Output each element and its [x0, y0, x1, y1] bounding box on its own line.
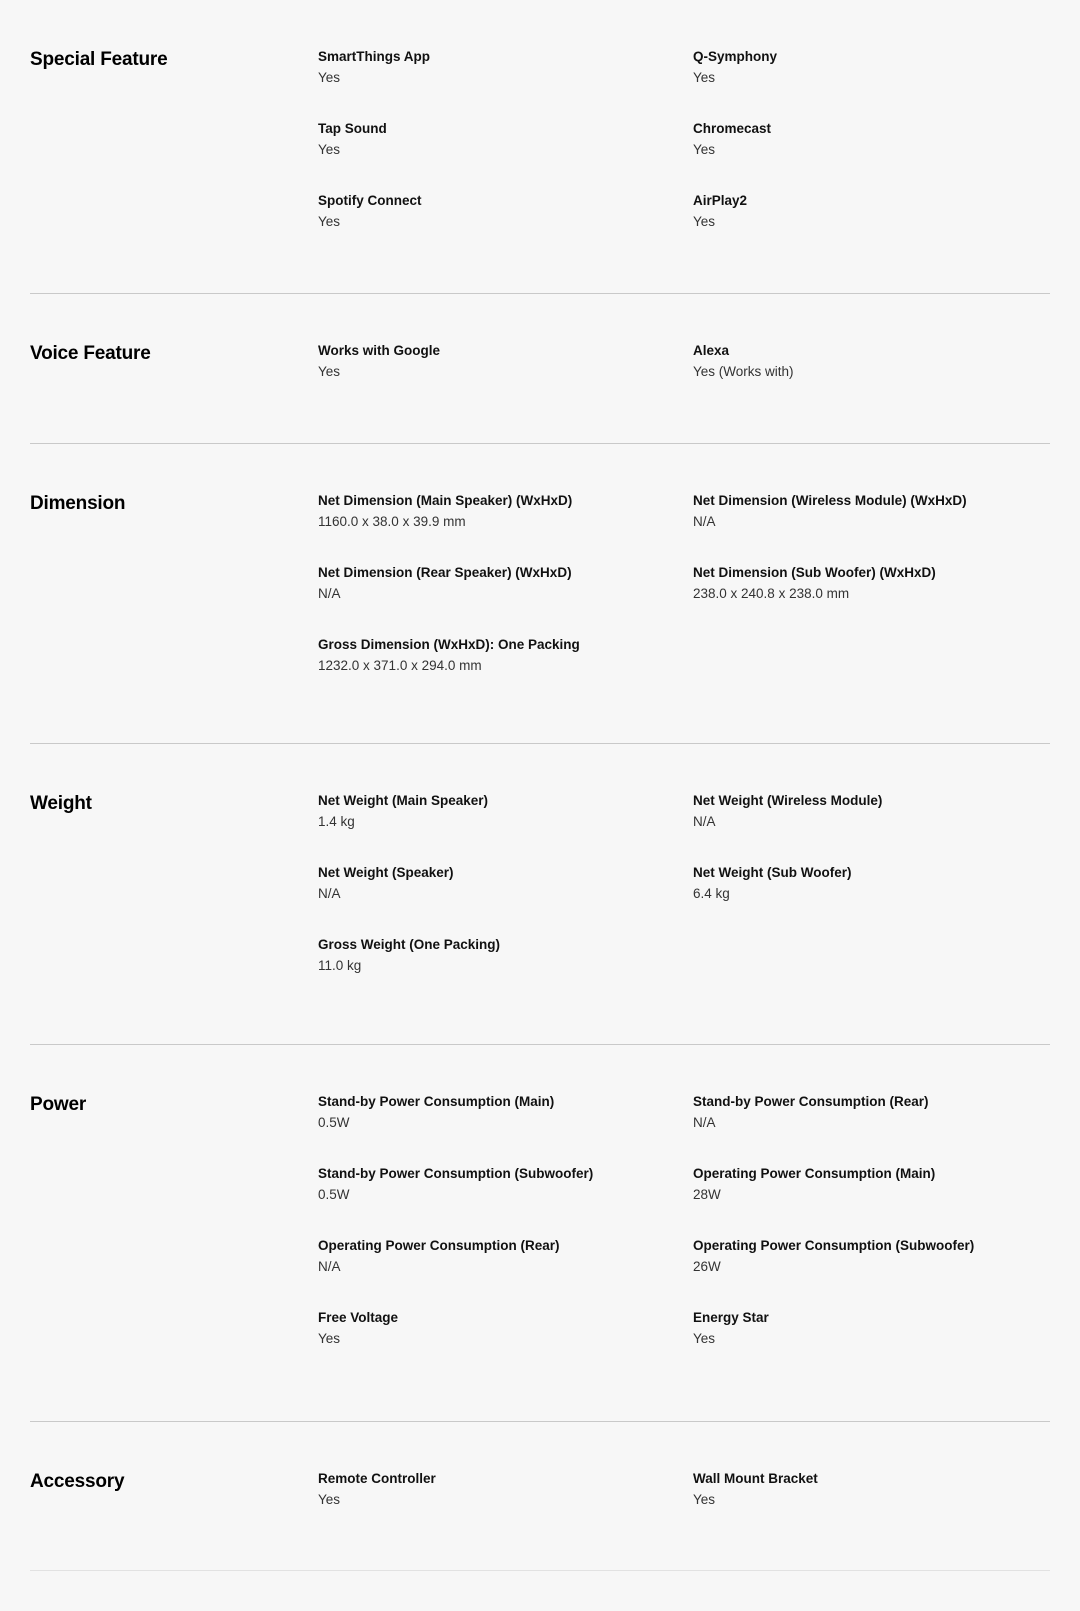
spec-label: Operating Power Consumption (Rear) — [318, 1238, 560, 1253]
spec-value: Yes — [318, 142, 341, 157]
spec-label: Chromecast — [693, 121, 772, 136]
spec-item-net-dimension-sub-woofer — [693, 564, 1050, 603]
spec-label: Energy Star — [693, 1310, 769, 1325]
spec-value: Yes — [693, 1331, 716, 1346]
spec-value: N/A — [318, 586, 341, 601]
spec-section-weight — [30, 744, 1050, 1045]
spec-value: 11.0 kg — [318, 958, 362, 973]
spec-value: N/A — [693, 1115, 716, 1130]
spec-label: Net Weight (Wireless Module) — [693, 793, 883, 808]
section-title: Weight — [30, 793, 92, 814]
spec-value: Yes — [693, 214, 716, 229]
spec-item-standby-power-main — [318, 1093, 693, 1132]
spec-item-net-weight-speaker — [318, 864, 693, 903]
spec-item-chromecast — [693, 120, 1050, 159]
spec-grid — [318, 444, 1050, 743]
spec-value: 238.0 x 240.8 x 238.0 mm — [693, 586, 850, 601]
spec-item-operating-power-main — [693, 1165, 1050, 1204]
spec-grid — [318, 1422, 1050, 1570]
spec-label: Free Voltage — [318, 1310, 399, 1325]
spec-item-wall-mount-bracket — [693, 1470, 1050, 1509]
spec-item-operating-power-rear — [318, 1237, 693, 1276]
spec-grid — [318, 744, 1050, 1044]
spec-value: N/A — [693, 514, 716, 529]
spec-section-dimension — [30, 444, 1050, 744]
spec-label: Gross Weight (One Packing) — [318, 937, 501, 952]
spec-label: Operating Power Consumption (Main) — [693, 1166, 936, 1181]
spec-section-special-feature — [30, 0, 1050, 294]
spec-section-accessory — [30, 1422, 1050, 1571]
spec-item-net-dimension-main-speaker — [318, 492, 693, 531]
spec-item-net-weight-wireless-module — [693, 792, 1050, 831]
spec-item-airplay2 — [693, 192, 1050, 231]
section-title: Special Feature — [30, 49, 168, 70]
spec-value: 6.4 kg — [693, 886, 730, 901]
spec-label: Stand-by Power Consumption (Subwoofer) — [318, 1166, 594, 1181]
specifications-list — [30, 0, 1050, 1571]
spec-label: Remote Controller — [318, 1471, 436, 1486]
spec-grid — [318, 294, 1050, 443]
spec-value: 0.5W — [318, 1115, 350, 1130]
spec-label: Net Weight (Sub Woofer) — [693, 865, 852, 880]
spec-value: Yes — [318, 70, 341, 85]
spec-label: Net Dimension (Wireless Module) (WxHxD) — [693, 493, 967, 508]
spec-value: Yes — [693, 70, 716, 85]
spec-label: Stand-by Power Consumption (Rear) — [693, 1094, 929, 1109]
spec-section-voice-feature — [30, 294, 1050, 444]
spec-label: Net Weight (Speaker) — [318, 865, 454, 880]
spec-label: Wall Mount Bracket — [693, 1471, 818, 1486]
spec-item-gross-dimension — [318, 636, 693, 675]
spec-value: 26W — [693, 1259, 721, 1274]
spec-value: Yes — [318, 214, 341, 229]
spec-item-spotify-connect — [318, 192, 693, 231]
spec-label: Works with Google — [318, 343, 441, 358]
section-title: Accessory — [30, 1471, 125, 1492]
spec-value: 28W — [693, 1187, 721, 1202]
spec-item-energy-star — [693, 1309, 1050, 1348]
spec-label: Gross Dimension (WxHxD): One Packing — [318, 637, 580, 652]
section-title: Dimension — [30, 493, 126, 514]
spec-item-tap-sound — [318, 120, 693, 159]
spec-label: SmartThings App — [318, 49, 431, 64]
spec-label: Net Weight (Main Speaker) — [318, 793, 489, 808]
spec-label: Operating Power Consumption (Subwoofer) — [693, 1238, 975, 1253]
spec-value: Yes — [693, 142, 716, 157]
spec-item-remote-controller — [318, 1470, 693, 1509]
spec-item-gross-weight — [318, 936, 693, 975]
spec-value: N/A — [318, 886, 341, 901]
section-title: Voice Feature — [30, 343, 151, 364]
spec-item-net-weight-sub-woofer — [693, 864, 1050, 903]
spec-item-net-dimension-wireless-module — [693, 492, 1050, 531]
spec-item-q-symphony — [693, 48, 1050, 87]
spec-value: 0.5W — [318, 1187, 350, 1202]
spec-label: Q-Symphony — [693, 49, 778, 64]
spec-label: Stand-by Power Consumption (Main) — [318, 1094, 555, 1109]
spec-value: Yes — [693, 1492, 716, 1507]
spec-value: 1232.0 x 371.0 x 294.0 mm — [318, 658, 482, 673]
spec-value: 1.4 kg — [318, 814, 355, 829]
spec-item-net-dimension-rear-speaker — [318, 564, 693, 603]
spec-item-free-voltage — [318, 1309, 693, 1348]
spec-value: N/A — [318, 1259, 341, 1274]
spec-label: Net Dimension (Sub Woofer) (WxHxD) — [693, 565, 936, 580]
spec-value: Yes — [318, 1492, 341, 1507]
spec-label: AirPlay2 — [693, 193, 748, 208]
spec-value: Yes — [318, 364, 341, 379]
section-title: Power — [30, 1094, 87, 1115]
spec-label: Tap Sound — [318, 121, 387, 136]
spec-grid — [318, 0, 1050, 293]
spec-value: Yes — [318, 1331, 341, 1346]
spec-section-power — [30, 1045, 1050, 1422]
spec-label: Alexa — [693, 343, 730, 358]
spec-item-operating-power-subwoofer — [693, 1237, 1050, 1276]
spec-grid — [318, 1045, 1050, 1421]
spec-item-alexa — [693, 342, 1050, 381]
spec-item-standby-power-rear — [693, 1093, 1050, 1132]
spec-value: Yes (Works with) — [693, 364, 794, 379]
spec-label: Spotify Connect — [318, 193, 422, 208]
spec-item-works-with-google — [318, 342, 693, 381]
spec-item-smartthings-app — [318, 48, 693, 87]
spec-item-standby-power-subwoofer — [318, 1165, 693, 1204]
spec-value: 1160.0 x 38.0 x 39.9 mm — [318, 514, 466, 529]
spec-label: Net Dimension (Main Speaker) (WxHxD) — [318, 493, 573, 508]
spec-label: Net Dimension (Rear Speaker) (WxHxD) — [318, 565, 572, 580]
spec-value: N/A — [693, 814, 716, 829]
spec-item-net-weight-main-speaker — [318, 792, 693, 831]
